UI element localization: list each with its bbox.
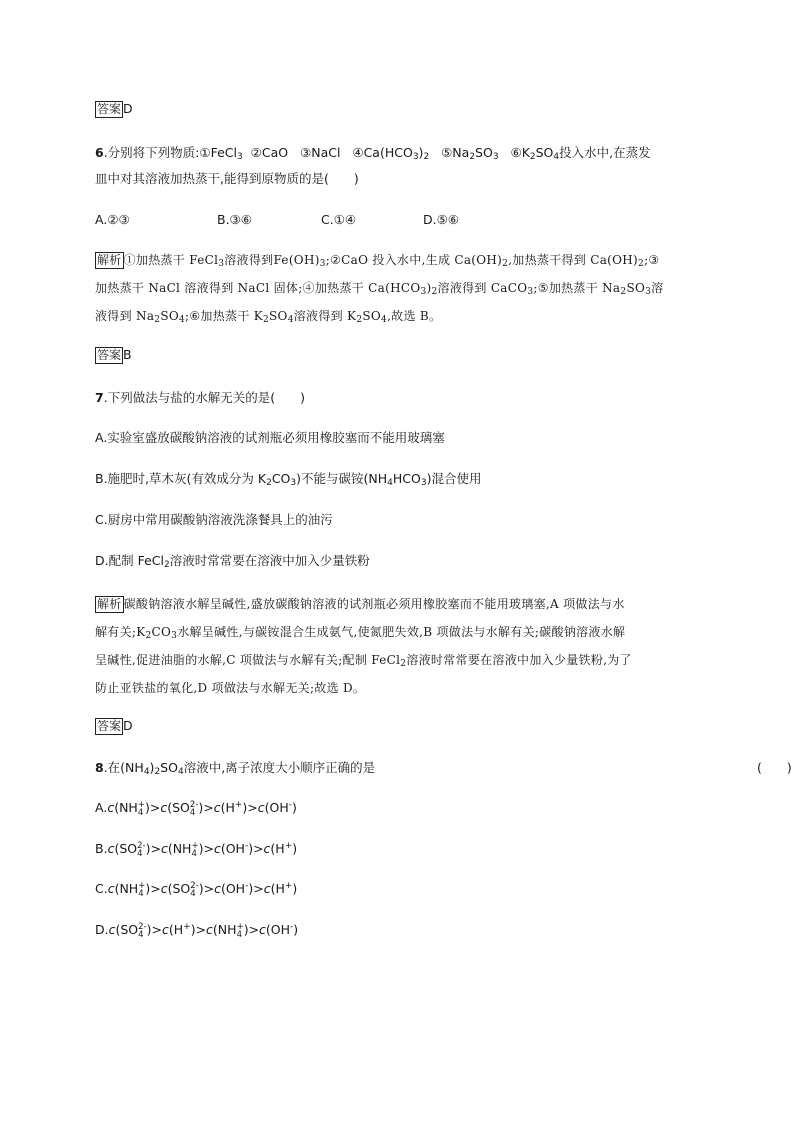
q7-analysis-line4: 防止亚铁盐的氧化,D 项做法与水解无关;故选 D。 xyxy=(95,681,366,695)
q6-analysis xyxy=(95,246,701,330)
q7-analysis-line1: 解析 碳酸钠溶液水解呈碱性,盛放碳酸钠溶液的试剂瓶必须用橡胶塞而不能用玻璃塞,A 项做法与水 xyxy=(97,597,625,611)
q6-number: 6 xyxy=(95,145,104,160)
q8-option-c[interactable]: C.c(NH + 4 )>c(SO 2- 4 )>c(OH-)>c(H+) xyxy=(95,880,298,899)
q7-analysis-line2: 解有关$;K_2CO_3$水解呈碱性,与碳铵混合生成氨气,使氮肥失效,B 项做法与水解有关;碳酸钠溶液水解 xyxy=(95,625,626,641)
q6-analysis-line2: 加热蒸干 NaCl 溶液得到 NaCl 固体;④加热蒸干 $Ca(HCO_3)_2$溶液得到 CaCO$_3$;⑤加热蒸干 $Na_2SO_3$溶 xyxy=(95,281,664,297)
q6-option-d[interactable]: D.⑤⑥ xyxy=(423,212,460,227)
q6-option-c[interactable]: C.①④ xyxy=(321,212,357,227)
q7-option-d[interactable]: D.配制 FeCl$_2$溶液时常常要在溶液中加入少量铁粉 xyxy=(95,553,370,570)
q6-options xyxy=(95,210,701,230)
q5-answer-value: D xyxy=(123,101,133,116)
q6-option-b[interactable]: B.③⑥ xyxy=(217,212,252,227)
q7-answer-value: D xyxy=(123,718,133,733)
q7-option-a[interactable]: A.实验室盛放碳酸钠溶液的试剂瓶必须用橡胶塞而不能用玻璃塞 xyxy=(95,430,445,445)
q6-stem-line2: 皿中对其溶液加热蒸干,能得到原物质的是( ) xyxy=(95,171,359,186)
answer-tag: 答案 xyxy=(97,102,122,116)
q8-stem: 8.在$(NH_4)_2SO_4$溶液中,离子浓度大小顺序正确的是 ( ) xyxy=(95,760,792,777)
q7-option-b[interactable]: B.施肥时,草木灰(有效成分为 $K_2CO_3$)不能与碳铵$(NH_4HCO_3)$混合使用 xyxy=(95,471,482,488)
q6-analysis-line3: 液得到 $Na_2SO_4;⑥$加热蒸干 $K_2SO_4$溶液得到 $K_2SO_4$,故选 B。 xyxy=(95,309,442,325)
answer-tag: 答案 xyxy=(97,348,122,362)
q6-option-a[interactable]: A.②③ xyxy=(95,212,130,227)
q7-stem-text: 下列做法与盐的水解无关的是( ) xyxy=(107,390,305,405)
q7-answer xyxy=(95,716,701,736)
q7-analysis xyxy=(95,590,701,702)
q8-option-d[interactable]: D.c(SO 2- 4 )>c(H+)>c(NH + 4 )>c(OH-) xyxy=(95,921,299,940)
q7-number: 7 xyxy=(95,390,104,405)
q7-analysis-line3: 呈碱性,促进油脂的水解,C 项做法与水解有关;配制 FeCl$_2$溶液时常常要在溶液中加入少量铁粉,为了 xyxy=(95,653,632,669)
q6-stem-line1: 6.分别将下列物质:①FeCl$_3$ ②CaO ③NaCl $④Ca(HCO_3)_2$ $⑤Na_2SO_3$ $⑥K_2SO_4$投入水中,在蒸发 xyxy=(95,145,651,162)
q8-number: 8 xyxy=(95,760,104,775)
q5-answer xyxy=(95,99,701,119)
q8-answer-blank[interactable]: ( ) xyxy=(757,760,792,775)
q8-option-a[interactable]: A.c(NH + 4 )>c(SO 2- 4 )>c(H+)>c(OH-) xyxy=(95,799,297,818)
q7-option-c[interactable]: C.厨房中常用碳酸钠溶液洗涤餐具上的油污 xyxy=(95,512,333,527)
q6-answer xyxy=(95,345,701,365)
q8-option-b[interactable]: B.c(SO 2- 4 )>c(NH + 4 )>c(OH-)>c(H+) xyxy=(95,840,298,859)
analysis-tag: 解析 xyxy=(97,253,122,267)
q7-stem: 7.下列做法与盐的水解无关的是( ) xyxy=(95,390,305,405)
answer-tag: 答案 xyxy=(97,719,122,733)
analysis-tag: 解析 xyxy=(97,597,122,611)
q6-answer-value: B xyxy=(123,347,132,362)
q6-analysis-line1: 解析 ①加热蒸干 FeCl$_3$溶液得到$Fe(OH)_3;②CaO$ 投入水中,生成 $Ca(OH)_2$,加热蒸干得到 $Ca(OH)_2;③$ xyxy=(97,253,660,269)
